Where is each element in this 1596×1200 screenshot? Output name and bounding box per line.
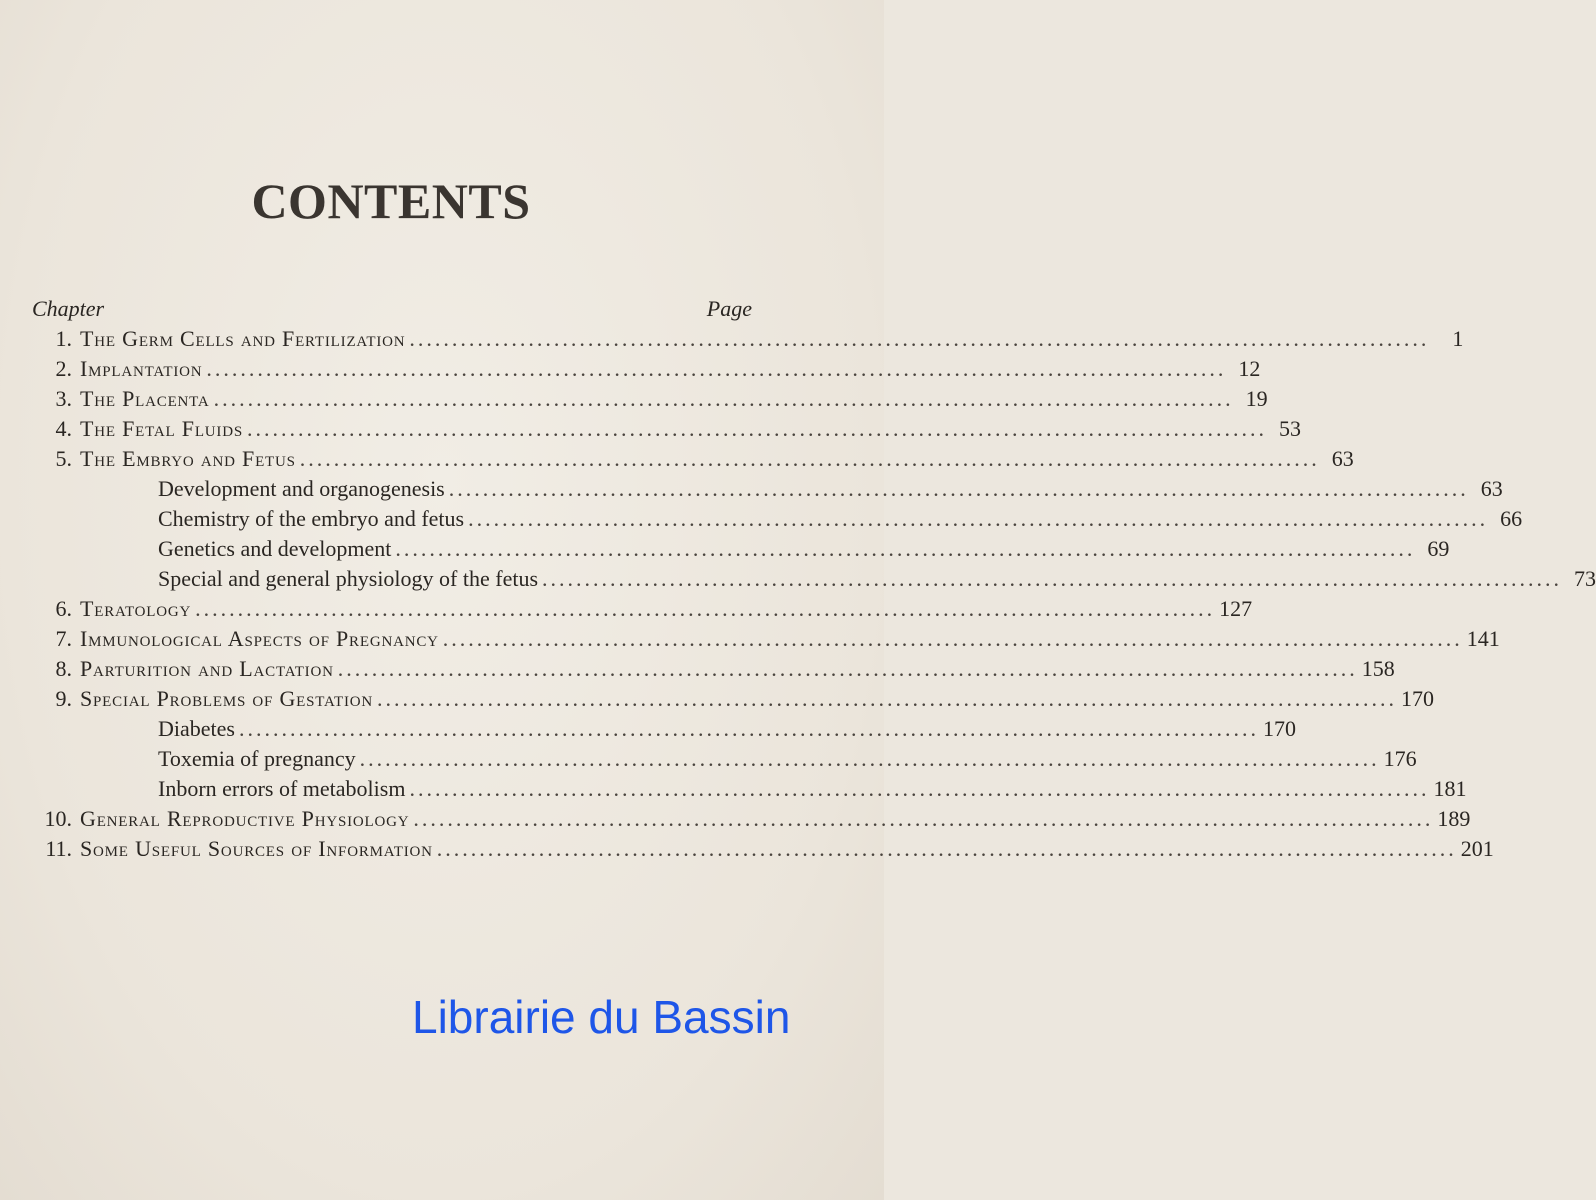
entry-number: 7. xyxy=(55,626,72,651)
entry-page-number: 189 xyxy=(1437,806,1471,831)
entry-page-number: 63 xyxy=(1480,476,1503,501)
entry-title: Special Problems of Gestation xyxy=(80,686,374,711)
leader-dots: ........................................................................................................................ xyxy=(238,716,1259,741)
toc-chapter-entry xyxy=(32,654,1395,684)
leader-dots: ........................................................................................................................ xyxy=(468,506,1489,531)
entry-page-number: 127 xyxy=(1219,596,1253,621)
leader-dots: ........................................................................................................................ xyxy=(359,746,1380,771)
leader-dots: ........................................................................................................................ xyxy=(337,656,1358,681)
toc-header xyxy=(32,294,752,324)
toc-chapter-entry xyxy=(32,804,1471,834)
leader-dots: ........................................................................................................................ xyxy=(409,326,1430,351)
entry-page-number: 73 xyxy=(1574,566,1596,591)
entry-title: Special and general physiology of the fetus xyxy=(158,566,539,591)
entry-title: The Embryo and Fetus xyxy=(80,446,296,471)
entry-page-number: 12 xyxy=(1238,356,1261,381)
leader-dots: ........................................................................................................................ xyxy=(395,536,1416,561)
leader-dots: ........................................................................................................................ xyxy=(206,356,1227,381)
toc-section-entry xyxy=(32,714,1296,744)
entry-number: 6. xyxy=(55,596,72,621)
entry-title: Teratology xyxy=(80,596,192,621)
leader-dots: ........................................................................................................................ xyxy=(442,626,1463,651)
toc-section-entry xyxy=(32,564,1596,594)
leader-dots: ........................................................................................................................ xyxy=(195,596,1216,621)
entry-page-number: 53 xyxy=(1279,416,1301,441)
entry-title: Immunological Aspects of Pregnancy xyxy=(80,626,439,651)
entry-number: 11. xyxy=(45,836,72,861)
bookseller-watermark: Librairie du Bassin xyxy=(412,991,791,1043)
entry-number: 9. xyxy=(55,686,72,711)
entry-title: Chemistry of the embryo and fetus xyxy=(158,506,465,531)
entry-number: 10. xyxy=(44,806,72,831)
entry-title: Inborn errors of metabolism xyxy=(158,776,406,801)
table-of-contents xyxy=(32,294,1596,864)
toc-chapter-entry xyxy=(32,624,1500,654)
entry-title: Genetics and development xyxy=(158,536,392,561)
entry-page-number: 66 xyxy=(1500,506,1523,531)
toc-section-entry xyxy=(32,774,1467,804)
leader-dots: ........................................................................................................................ xyxy=(299,446,1320,471)
entry-page-number: 181 xyxy=(1433,776,1467,801)
entry-title: The Placenta xyxy=(80,386,210,411)
entry-number: 8. xyxy=(55,656,72,681)
leader-dots: ........................................................................................................................ xyxy=(413,806,1434,831)
toc-section-entry xyxy=(32,534,1450,564)
entry-title: The Fetal Fluids xyxy=(80,416,243,441)
toc-chapter-entry xyxy=(32,414,1301,444)
entry-page-number: 201 xyxy=(1460,836,1494,861)
leader-dots: ........................................................................................................................ xyxy=(448,476,1469,501)
page-column-label: Page xyxy=(706,296,752,321)
entry-page-number: 170 xyxy=(1401,686,1435,711)
entry-page-number: 1 xyxy=(1452,326,1464,351)
toc-chapter-entry xyxy=(32,834,1494,864)
toc-section-entry xyxy=(32,504,1523,534)
entry-page-number: 19 xyxy=(1245,386,1268,411)
entry-title: Diabetes xyxy=(158,716,235,741)
entry-title: Implantation xyxy=(80,356,203,381)
toc-chapter-entry xyxy=(32,324,1464,354)
leader-dots: ........................................................................................................................ xyxy=(247,416,1267,441)
entry-title: Some Useful Sources of Information xyxy=(80,836,433,861)
leader-dots: ........................................................................................................................ xyxy=(377,686,1398,711)
entry-number: 5. xyxy=(55,446,72,471)
entry-page-number: 176 xyxy=(1383,746,1417,771)
toc-section-entry xyxy=(32,744,1417,774)
entry-title: Parturition and Lactation xyxy=(80,656,334,681)
entry-number: 2. xyxy=(55,356,72,381)
leader-dots: ........................................................................................................................ xyxy=(409,776,1430,801)
toc-chapter-entry xyxy=(32,384,1268,414)
entry-number: 3. xyxy=(55,386,72,411)
toc-chapter-entry xyxy=(32,684,1435,714)
entry-number: 4. xyxy=(55,416,72,441)
entry-title: Development and organogenesis xyxy=(158,476,445,501)
entry-page-number: 170 xyxy=(1262,716,1296,741)
toc-chapter-entry xyxy=(32,354,1261,384)
page-title: CONTENTS xyxy=(251,173,531,229)
toc-chapter-entry xyxy=(32,444,1354,474)
leader-dots: ........................................................................................................................ xyxy=(213,386,1234,411)
leader-dots: ........................................................................................................................ xyxy=(436,836,1457,861)
entry-title: The Germ Cells and Fertilization xyxy=(80,326,406,351)
entry-page-number: 69 xyxy=(1427,536,1450,561)
entry-page-number: 141 xyxy=(1466,626,1500,651)
entry-page-number: 158 xyxy=(1361,656,1395,681)
toc-rows xyxy=(32,324,1596,864)
toc-section-entry xyxy=(32,474,1503,504)
entry-title: General Reproductive Physiology xyxy=(80,806,410,831)
leader-dots: ........................................................................................................................ xyxy=(542,566,1563,591)
entry-page-number: 63 xyxy=(1331,446,1354,471)
entry-title: Toxemia of pregnancy xyxy=(158,746,356,771)
entry-number: 1. xyxy=(55,326,72,351)
toc-chapter-entry xyxy=(32,594,1253,624)
chapter-column-label: Chapter xyxy=(32,296,105,321)
